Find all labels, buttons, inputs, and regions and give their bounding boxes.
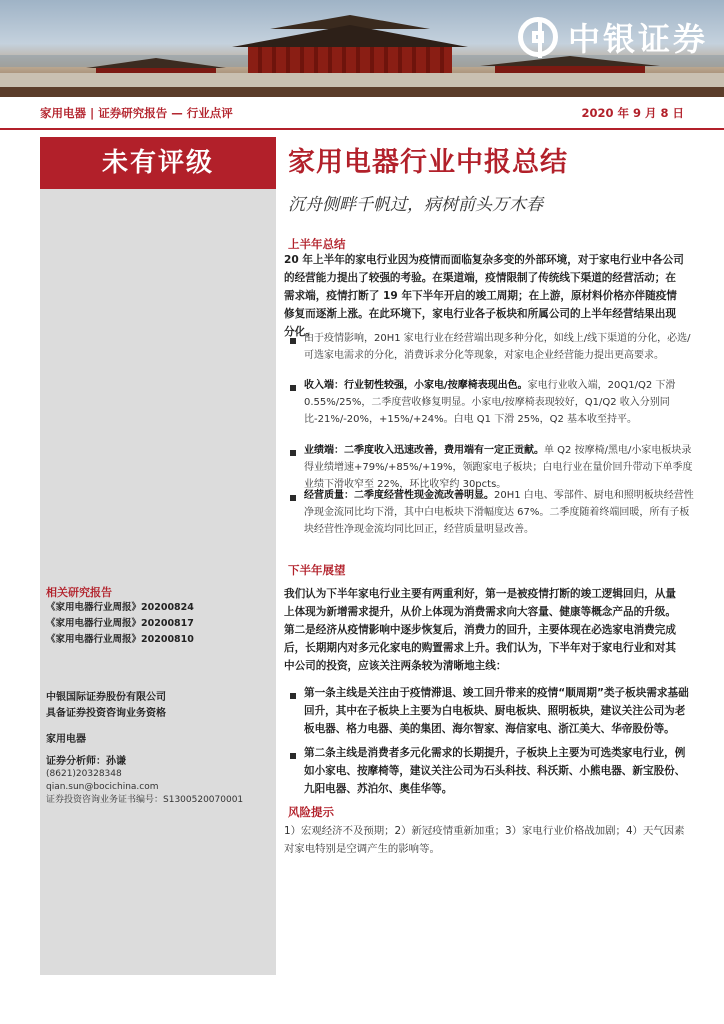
bullet-text: 家电行业收入端，20Q1/Q2 下滑 0.55%/25%，二季度营收修复明显。小家电/按摩椅表现较好，Q1/Q2 收入分别同比-21%/-20%，+15%/+24%。白电 Q1 下滑 25%，Q2 基本收至持平。 <box>304 380 676 426</box>
h2-bullet: 第二条主线是消费者多元化需求的长期提升，子板块上主要为可选类家电行业，例如小家电、按摩椅等，建议关注公司为石头科技、科沃斯、小熊电器、新宝股份、九阳电器、苏泊尔、奥佳华等。 <box>304 747 686 795</box>
sector-label: 家用电器 <box>46 734 86 745</box>
bank-of-china-icon <box>518 17 558 57</box>
h2-intro: 我们认为下半年家电行业主要有两重利好，第一是被疫情打断的竣工逻辑回归，从量上体现为新增需求提升，从价上体现为消费需求向大容量、健康等概念产品的升级。第二是经济从疫情影响中逐步恢复后，消费力的回升，主要体现在必选家电消费完成后，长期期内对多元化家电的购置需求上升。我们认为，下半年对于家电行业和对其中公司的投资，应该关注两条较为清晰地主线： <box>284 588 676 672</box>
analyst-name: 证券分析师：孙谦 <box>46 756 126 767</box>
bullet-square-icon <box>290 385 296 391</box>
rating-label: 未有评级 <box>101 148 214 178</box>
header-strip <box>0 97 724 130</box>
bullet-square-icon <box>290 753 296 759</box>
analyst-contact <box>46 768 243 807</box>
risk-text: 1）宏观经济不及预期；2）新冠疫情重新加重；3）家电行业价格战加剧；4）天气因素对家电特别是空调产生的影响等。 <box>284 825 685 855</box>
company-name: 中银国际证券股份有限公司 <box>46 692 166 703</box>
section-heading-risk: 风险提示 <box>288 805 334 819</box>
report-title: 家用电器行业中报总结 <box>288 147 568 178</box>
related-report-item[interactable]: 《家用电器行业周报》20200824 <box>46 602 194 613</box>
h1-bullet <box>304 330 694 364</box>
bullet-key: 经营质量：二季度经营性现金流改善明显。 <box>304 490 494 501</box>
section-heading-h1: 上半年总结 <box>288 237 346 251</box>
related-report-item[interactable]: 《家用电器行业周报》20200817 <box>46 618 194 629</box>
related-report-item[interactable]: 《家用电器行业周报》20200810 <box>46 634 194 645</box>
bullet-key: 业绩端：二季度收入迅速改善，费用端有一定正贡献。 <box>304 445 544 456</box>
h1-bullet <box>304 377 694 429</box>
related-reports-list <box>46 600 272 648</box>
h1-intro: 20 年上半年的家电行业因为疫情而面临复杂多变的外部环境，对于家电行业中各公司的经营能力提出了较强的考验。在渠道端，疫情限制了传统线下渠道的经营活动；在需求端，疫情打断了 19 年下半年开启的竣工周期；在上游，原材料价格亦伴随疫情修复而逐渐上涨。在此环境下，家电行业各子板块和所属公司的上半年经营结果出现分化。 <box>284 254 684 338</box>
related-reports-heading: 相关研究报告 <box>46 586 112 599</box>
bullet-square-icon <box>290 450 296 456</box>
bullet-text: 20H1 白电、零部件、厨电和照明板块经营性净现金流同比均下滑，其中白电板块下滑幅度达 67%。二季度随着终端回暖，所有子板块经营性净现金流均同比回正，经营质量明显改善。 <box>304 490 694 536</box>
company-qualification: 具备证券投资咨询业务资格 <box>46 708 166 719</box>
section-heading-h2: 下半年展望 <box>288 563 346 577</box>
analyst-email[interactable]: qian.sun@bocichina.com <box>46 782 159 792</box>
h1-bullet <box>304 487 694 539</box>
sidebar-panel <box>40 189 276 975</box>
report-date: 2020 年 9 月 8 日 <box>581 106 684 120</box>
analyst-phone: (8621)20328348 <box>46 769 122 779</box>
bullet-text: 单 Q2 按摩椅/黑电/小家电板块录得业绩增速+79%/+85%/+19%，领跑家电子板块；白电行业在量价回升带动下单季度业绩下滑收窄至 22%，环比收窄约 30pcts。 <box>304 445 693 491</box>
bullet-key: 收入端：行业韧性较强，小家电/按摩椅表现出色。 <box>304 380 528 391</box>
brand-logo <box>518 12 708 62</box>
h1-bullet <box>304 442 694 494</box>
company-info <box>46 690 166 722</box>
analyst-certificate: 证券投资咨询业务证书编号：S1300520070001 <box>46 795 244 805</box>
rating-box <box>40 137 276 189</box>
bullet-text: 由于疫情影响，20H1 家电行业在经营端出现多种分化，如线上/线下渠道的分化，必选/可选家电需求的分化，消费诉求分化等现象，对家电企业经营能力提出更高要求。 <box>304 333 691 362</box>
report-category: 家用电器 | 证券研究报告 — 行业点评 <box>40 106 233 120</box>
bullet-square-icon <box>290 338 296 344</box>
bullet-square-icon <box>290 693 296 699</box>
bullet-square-icon <box>290 495 296 501</box>
report-subtitle: 沉舟侧畔千帆过，病树前头万木春 <box>288 195 543 215</box>
h2-bullet: 第一条主线是关注由于疫情滞退、竣工回升带来的疫情“顺周期”类子板块需求基础回升，其中在子板块上主要为白电板块、厨电板块、照明板块，建议关注公司为老板电器、格力电器、美的集团、海尔智家、海信家电、浙江美大、华帝股份等。 <box>304 687 689 735</box>
brand-name: 中银证券 <box>567 20 708 58</box>
